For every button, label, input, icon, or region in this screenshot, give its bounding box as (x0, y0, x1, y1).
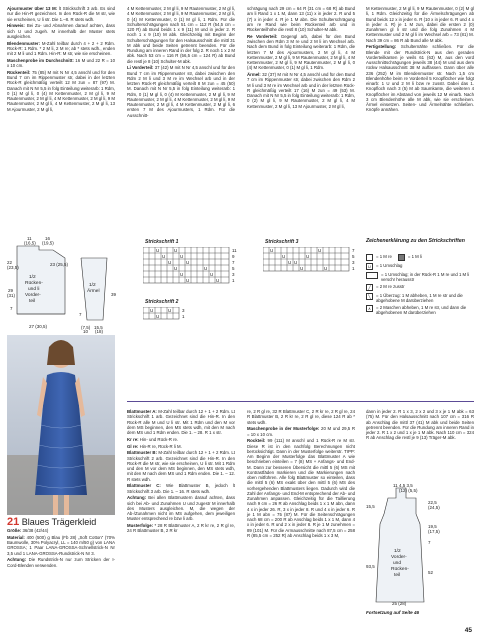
paragraph: Blattmuster B: M-Zahl teilbar durch 12 + 1 + 2 Rdm. Lt Strickschrift 2 arb. Gezeichnet sind die Hin-R. In den Rück-R die M str, wie sie erscheinen, U li str. Mit 1 Rdm und den M vor dem MS beginnen, den MS stets wdh, mit den M nach dem MS und 1 Rdm enden. Die 1. – 12. R stets wdh. (127, 450, 235, 482)
label-skirt-3: und (393, 561, 402, 566)
svg-text:U: U (168, 307, 172, 313)
legend-text: = 1 Überzug: 1 M abheben, 1 M re str und die abgehobene M darüberziehen (376, 293, 463, 303)
svg-text:U: U (216, 277, 220, 283)
label-body: 1/2 (29, 275, 36, 280)
svg-text:U: U (180, 271, 184, 277)
dim-top3: (12) (5,5) (399, 488, 418, 493)
paragraph: Ajourmuster über 13 M: lt Strickschrift 3 arb. Es sind nur die Hin-R gezeichnet. In den Rück-R die M str, wie sie erscheinen, U li str. Die 1.–8. R stets wdh. (7, 6, 115, 22)
label-body-3: und li (28, 287, 40, 292)
dim-top2: (16,5) (24, 240, 36, 246)
pattern-title: Blaues Trägerkleid (21, 517, 97, 527)
paragraph: Blattmuster A: M-Zahl teilbar durch 12 + 1 + 2 Rdm. Lt Strickschrift 1 arb. Gezeichnet sind die Hin-R. In den Rück-R alle M und U li str. Mit 1 Rdm und den M vor dem MS beginnen, den MS stets wdh, mit den M nach dem MS und 1 Rdm enden. Die 1. – 28. R 1 x str. (127, 409, 235, 435)
sk2p-icon: ∧ (366, 305, 373, 312)
paragraph: Achtung: Die Rundstrick-N nur zum Stricken der I-Cord-Blenden verwenden. (7, 557, 115, 568)
paragraph: Re Vorderteil: Gegengl arb, dabei für den Bund zwischen den Rdm 3 M re und 2 M li im Wechsel arb. Nach dem Bund in folg Einteilung weiterarb: 1 Rdm, die letzten 7 M des Ajourmusters, 2 M gl li, 4 M Kettenmuster, 2 M gl li, 9 M Rautenmuster, 2 M gl li, 4 M Kettenmuster, 2 M gl li, 9 M Rautenmuster, 2 M gl li, 0 (4) M Kettenmuster, 0 (1) M gl li, 1 Rdm. (247, 33, 355, 71)
schematic-right (366, 484, 474, 606)
yarn-over-icon: U (366, 263, 373, 270)
dim-sleeve-w2: 10 (83, 329, 89, 334)
svg-text:U: U (174, 265, 178, 271)
schematic-left (7, 236, 119, 334)
strickschrift-1 (143, 247, 241, 287)
text-column-5 (127, 409, 235, 535)
paragraph: Größe: 36/38 (42/44) (7, 528, 49, 533)
label-skirt-5: teil (394, 573, 401, 578)
paragraph: Musterfolge: * 28 R Blattmuster A, 2 R kr re, 2 R gl re, 24 R Blattmuster B, 2 R kr (127, 523, 235, 534)
dim-center: 52 (428, 570, 434, 575)
dim-top: 11 (27, 236, 32, 241)
legend-item (366, 305, 474, 315)
dim-side2: 22,5 (428, 500, 437, 505)
svg-text:U: U (324, 265, 328, 271)
row-num: 3 (232, 272, 235, 277)
paragraph: Kr re: Hin- und Rück-R re. (127, 436, 179, 442)
dim-sleeve-h: 39 (111, 292, 117, 297)
paragraph: dann in jeder 2. R 1 x 3, 2 x 2 und 3 x je 1 M abk = 63 (75) M. Für den Halsausschnitt nach 107 cm = 316 R ab Anschlag die mittl 37 (41) M abk und beide Seiten getrennt beenden. Für die Rundung am inneren Rand in jeder 2. R 1 x 2 und 1 x je 1 M abk. Nach 110 cm = 324 R ab Anschlag die restl je 9 (13) Träger-M abk. (366, 409, 474, 441)
svg-text:U: U (186, 259, 190, 265)
svg-text:U: U (186, 277, 190, 283)
svg-text:U: U (294, 259, 298, 265)
knit-symbol-icon (366, 254, 373, 261)
legend (366, 254, 474, 315)
chart-title-1: Strickschrift 1 (145, 239, 179, 245)
legend-text: = 1 Umschlag; in der Rück-R 1 M re und 1 M li verschr herausstr (381, 272, 470, 282)
skp-icon: ╲ (366, 293, 373, 300)
row-num: 1 (182, 314, 185, 319)
paragraph: Maschenprobe in der Musterfolge: 20 M und 29,5 R = 10 x 10 cm. (247, 426, 355, 437)
dim-top: 11 (393, 484, 398, 488)
dim-sleeve-b: 15,5 (94, 325, 103, 330)
legend-text: = 1 M re (376, 254, 392, 259)
legend-text: = 2 Maschen abheben, 1 M re str, und dann die abgehobenen M darüberziehen (376, 305, 467, 315)
chart-title-3: Strickschrift 3 (265, 239, 299, 245)
dim-side4: 19,5 (428, 524, 437, 529)
paragraph: re, 2 R gl re, 32 R Blattmuster C, 2 R kr re, 2 R gl re, 24 R Blattmuster B, 2 R kr re, 2 R gl re, diese 124 R ab * stets wdh. (247, 409, 355, 425)
chart-title-2: Strickschrift 2 (145, 299, 179, 305)
k2tog-icon: ╱ (366, 284, 373, 291)
dim-side5: (17,5) (428, 529, 440, 534)
svg-text:U: U (288, 259, 292, 265)
paragraph: Achtung: Bei allen Blattmustern darauf achten, dass sich bei Ab- und Zunahmen U und zugestr M innerhalb des Musters ausgleichen. M, die wegen der Ab-/Zunahmen nicht im MS aufgehen, dem jeweiligen Muster entsprechend re bzw li arb. (127, 495, 235, 522)
page-number: 45 (464, 627, 472, 634)
paragraph: Blattmuster C: Wie Blattmuster B, jedoch lt Strickschrift 3 arb. Die 1. – 16. R stets wdh. (127, 483, 235, 494)
label-body-5: teil (29, 299, 36, 304)
dim-sleeve-w: (7,5) (81, 325, 91, 330)
paragraph: Rockteil: 99 (111) M anschl und 1 Rück-R re M str. Diese R ist in den nachfolg Berechnungen nicht berücksichtigt. Dann in der Musterfolge weiterstr. TIPP: Am Beginn der Musterfolge das Blattmuster A wie beschrieben einteilen = 7 (8) MS + Anfangs- und End-M. Dann zur besseren Übersicht die mittl 5 (6) MS mit Kontrastfäden markieren und die Markierungen nach oben mitführen. Alle folg Blattmuster so einteilen, dass die mittl 5 (6) MS exakt über den mittl 5 (6) MS des vorhergehenden Blattmusters liegen. Dadurch wird die Zahl der Anfangs- und End-M entsprechend der Ab- und Zunahmen anpassen. Gleichzeitig für die Taillierung nach 9 cm = 26 R ab Anschlag beids 1 x 1 M abn, dann 4 x in jeder 26. R, 3 x in jeder 8. R und 4 x in jeder 6. R je 1 M abn = 75 (87) M. Für die Seitenschrägungen nach 68 cm = 200 R ab Anschlag beids 1 x 1 M, dann 4 x in jeder 6. R und 2 x in jeder 8. R je 1 M zunehmen = 89 (101) M. Für die Armausschnitte nach 87,5 cm = 258 R (85,5 cm = 252 R) ab Anschlag beids 1 x 3 M, (247, 438, 355, 538)
svg-text:U: U (168, 259, 172, 265)
legend-title: Zeichenerklärung zu den Strickschriften (366, 238, 465, 244)
legend-item (366, 293, 474, 303)
svg-text:U: U (180, 253, 184, 259)
paragraph: M Kettenmuster, 2 M gl li, 9 M Rautenmuster, 0 (2) M gl li, 1 Rdm. Gleichzeitig für die Ärmelschrägungen ab Bund beids 12 x in jeder 6. R (10 x in jeder 6. R und 4 x in jeder 4. R) je 1 M zun, dabei die ersten 2 (0) Zunahmen gl li str und die folg Zunahmen 4 M Kettenmuster und 2 M gl li im Wechsel arb = 73 (81) M. Nach 39 cm = 86 R ab Bund alle M abk. (366, 6, 474, 43)
paragraph: Li Vorderteil: 37 (42) M mit N Nr 4,5 anschl und für den Bund 7 cm im Rippenmuster str, dabei zwischen den Rdm 2 M li und 3 M re im Wechsel arb und in der letzten Rück-R gleichmäßig verteilt 8 M zun = 45 (50) M. Danach mit N Nr 5,5 in folg Einteilung weiterarb: 1 Rdm, 0 (1) M gl li, 0 (4) M Kettenmuster, 2 M gl li, 9 M Rautenmuster, 2 M gl li, 4 M Kettenmuster, 2 M gl li, 9 M Rautenmuster, 2 M gl li, 4 M Kettenmuster, 2 M gl li, 6 ersten 7 M des Ajourmusters, 1 Rdm. Für die Ausschnitt- (127, 65, 236, 118)
svg-text:U: U (270, 247, 274, 253)
legend-text: = 2 M re zusstr (376, 284, 405, 289)
section-divider (127, 401, 474, 402)
text-column-3 (247, 6, 355, 110)
row-num: 11 (232, 248, 237, 253)
paragraph: Blendenmuster: M-Zahl teilbar durch 4 + 2 + 2 Rdm. Rück-R: 1 Rdm. * 2 M li, 2 M re; ab * stets wdh., enden mit 2 M li und 1 Rdm. Hin-R: M str, wie sie erscheinen. (7, 40, 115, 56)
legend-text: = 1 Umschlag (376, 263, 403, 268)
dim-neck: 16 (45, 236, 51, 241)
dim-body2: (31) (7, 293, 16, 298)
dim-rib: 7 (10, 306, 13, 311)
text-column-materials (7, 528, 115, 569)
text-column-7 (366, 409, 474, 442)
dim-body: 29 (8, 288, 14, 293)
paragraph: Gl re: Hin-R re, Rück-R li M. (127, 443, 182, 449)
paragraph: Ärmel: 32 (37) M mit N Nr 4,5 anschl und für den Bund 7 cm im Rippenmuster str, dabei zwischen den Rdm 2 M li und 3 M re im Wechsel arb und in der letzten Rück-R gleichmäßig verteilt 17 (16) M zun = 49 (53) M. Danach mit N Nr 5,5 in folg Einteilung weiterarb: 1 Rdm, 0 (2) M gl li, 9 M Rautenmuster, 2 M gl li, 4 M Kettenmuster, 2 M gl li, 13 M Ajourmuster, 2 M gl li, (247, 72, 355, 109)
continued-note: Fortsetzung auf Seite 46 (366, 610, 420, 615)
legend-item (366, 272, 474, 282)
label-skirt-2: Vorder- (391, 555, 407, 560)
paragraph: schrägung nach 29 cm = 64 R (31 cm = 68 R) ab Bund am li Rand 1 x 1 M, dann 13 (11) x in jeder 2. R und 5 (7) x in jeder 4. R je 1 M abn. Die Schulterschrägung am re Rand wie beim Rückenteil arb und in Rückenteilhöhe die restl 8 (10) Schulter-M abk. (247, 6, 355, 32)
row-num: 3 (182, 308, 185, 313)
paragraph: Fertigstellung: Schulternähte schließen. Für die Blende mit der Rundstrick-N aus den geraden Vorderteilkanten je weils 61 (63) M, aus den vord Ausschnittschrägungen jeweils 38 (44) M und aus dem rückw Halsausschnitt 38 M auffassen. Dann über alle 236 (252) M im Blendenmuster str. Nach 1,5 cm Blendenhöhe beim re Vorderteil 5 Knopflöcher wie folgt einarb: 1 U und 2 M li bzw re zusstr. Dabei das 1. Knopfloch nach 3 (5) M ab Saumkante, die weiteren 4 Knopflöcher im Abstand von jeweils 12 M einarb. Nach 3 cm Blendenhöhe alle M abk, wie sie erscheinen. Ärmel einsetzen. Seiten- und Ärmelnähte schließen. Knöpfe annähen. (366, 44, 474, 113)
row-num: 5 (232, 266, 235, 271)
svg-text:U: U (318, 247, 322, 253)
label-skirt-4: Rücken- (391, 567, 409, 572)
row-num: 3 (352, 260, 355, 265)
dim-arm: 23 (25,5) (50, 262, 69, 267)
dim-bottom: 27 (30,5) (29, 324, 48, 329)
dim-top2: 4,5 3,5 (399, 484, 413, 488)
legend-item (366, 254, 474, 261)
text-column-6 (247, 409, 355, 540)
dim-neck2: (19,5) (42, 240, 54, 246)
row-num: 1 (232, 278, 235, 283)
row-num: 7 (232, 260, 235, 265)
pattern-number: 21 (7, 516, 20, 528)
double-yarn-over-icon (366, 272, 378, 279)
legend-item (366, 284, 474, 291)
strickschrift-3 (263, 247, 361, 277)
label-sleeve: 1/2 (89, 283, 96, 288)
row-num: 5 (352, 254, 355, 259)
svg-text:U: U (156, 247, 160, 253)
row-num: 1 (352, 266, 355, 271)
dim-arm: 7 (428, 540, 431, 545)
dim-side1: 15,5 (366, 504, 375, 509)
dim-hem1: 93,5 (366, 564, 375, 569)
svg-text:U: U (306, 253, 310, 259)
svg-text:U: U (156, 313, 160, 319)
svg-text:U: U (162, 253, 166, 259)
svg-text:U: U (210, 271, 214, 277)
dim-sleeve-rib: 7 (79, 312, 82, 317)
purl-symbol-icon (398, 254, 405, 261)
dim-left: 22 (7, 260, 13, 265)
pattern-caption (7, 516, 96, 528)
label-body-4: Vorder- (25, 293, 41, 298)
paragraph: Material: 400 (500) g Blau (Fb 28) „Soft Cotton“ (70% Baumwolle, 30% Polyacryl, LL = 140 m/50 g) von LANA GROSSA; 1 Paar LANA-GROSSA-Schnellstrick-N Nr 3,5 und 1 LANA-GROSSA-Rundstrick-N Nr 3. (7, 534, 115, 556)
paragraph: Hinweis: Bei Zu- und Abnahmen darauf achten, dass sich U und zugeh. M innerhalb der Muster stets ausgleichen. (7, 23, 115, 39)
row-num: 7 (352, 248, 355, 253)
svg-text:U: U (282, 253, 286, 259)
text-column-4 (366, 6, 474, 114)
svg-text:U: U (204, 265, 208, 271)
dim-bottom: 25 (28) (392, 601, 407, 606)
paragraph: 4 M Kettenmuster, 2 M gl li, 9 M Rautenmuster, 2 M gl li, 4 M Kettenmuster, 2 M gl li, 9 M Rautenmuster, 2 M gl li, 0 (4) M Kettenmuster, 0 (1) M gl li, 1 Rdm. Für die Schulterschrägungen nach 51 cm = 112 R (54,5 cm = 120 R) ab Bund beids 1 x 9 (11) M und in jeder 2. R noch 1 x 9 (10) M abk. Gleichzeitig mit Beginn der Schulterschrägungen für den Halsausschnitt die mittl 31 M abk und beide Seiten getrennt beenden. Für die Rundung am inneren Rand in der folg 2. R noch 1 x 2 M abk. Nach 53 cm = 116 R (56,5 cm = 124 R) ab Bund die restl je 8 (10) Schulter-M abk. (127, 6, 235, 64)
svg-text:U: U (174, 247, 178, 253)
label-skirt: 1/2 (394, 549, 401, 554)
svg-text:U: U (150, 307, 154, 313)
dress-photo (7, 335, 115, 515)
paragraph: Maschenprobe im Durchschnitt: 16 M und 22 R = 10 x 10 cm. (7, 57, 116, 68)
row-num: 9 (232, 254, 235, 259)
label-body-2: Rücken- (25, 281, 43, 286)
legend-item (366, 263, 474, 270)
dim-left2: (23,5) (7, 265, 19, 270)
paragraph: Rückenteil: 75 (85) M mit N Nr 4,5 anschl und für den Bund 7 cm im Rippenmuster str, dabei in der letzten Rück-R gleichmäßig verteilt 12 M zun = 87 (97) M. Danach mit N Nr 5,5 in folg Einteilung weiterarb: 1 Rdm, 0 (1) M gl li, 0 (4) M Kettenmuster, 2 M gl li, 9 M Rautenmuster, 2 M gl li, 4 M Kettenmuster, 2 M gl li, 9 M Rautenmuster, 2 M gl li, 4 M Kettenmuster, 2 M gl li, 13 M Ajourmuster, 2 M gl li, (7, 69, 115, 112)
dim-sleeve-b2: (18) (95, 329, 104, 334)
strickschrift-2 (143, 307, 193, 323)
label-sleeve-2: Ärmel (87, 289, 100, 294)
legend-text: = 1 M li (407, 254, 422, 259)
dim-side3: (24,5) (428, 505, 440, 510)
text-column-2 (127, 6, 235, 119)
text-column-1 (7, 6, 115, 113)
svg-text:U: U (300, 265, 304, 271)
